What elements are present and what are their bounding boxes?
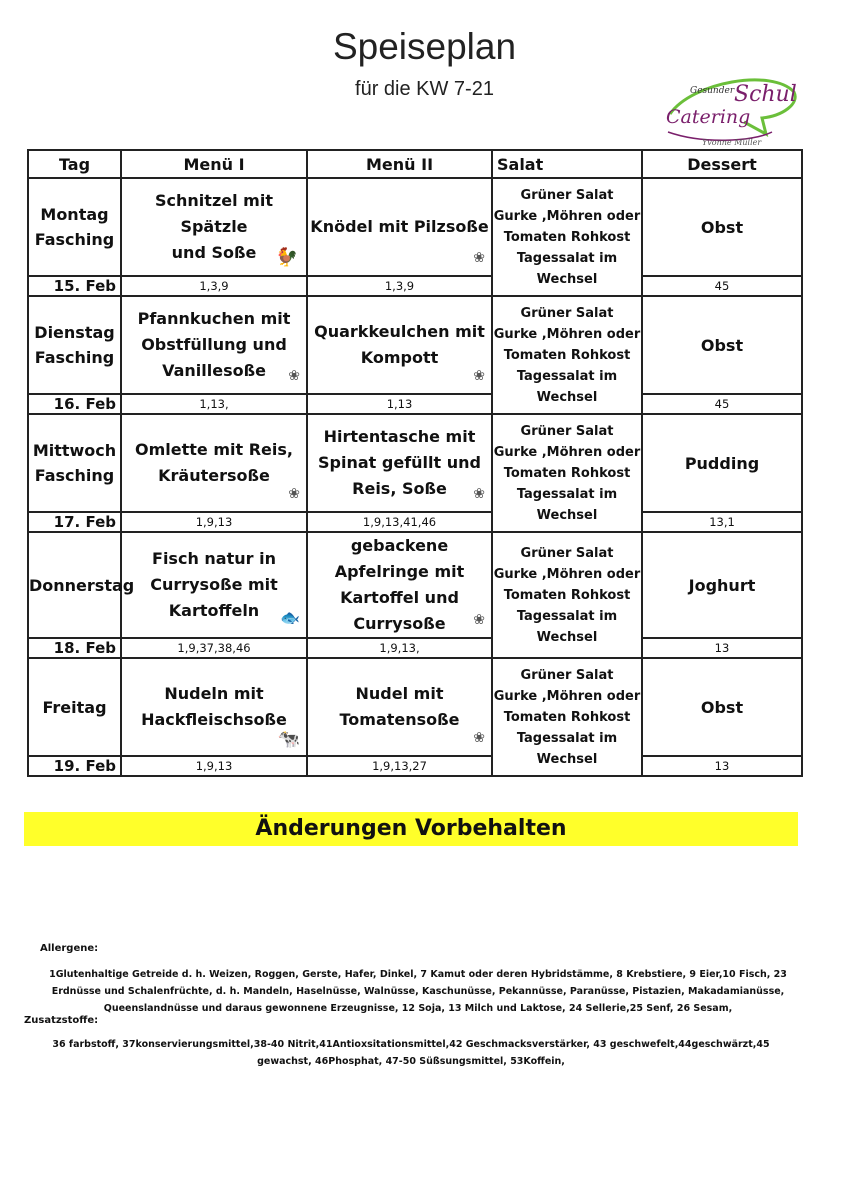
menu-1-dish (121, 414, 307, 512)
day-cell (28, 532, 135, 638)
dessert-cell: Pudding (642, 414, 802, 512)
codes-row (28, 276, 802, 296)
menu-2-dish (307, 178, 492, 276)
salad-line: Tagessalat im (516, 486, 618, 502)
allergens-heading: Allergene: (40, 943, 99, 954)
dish-line: Currysoße mit (150, 575, 278, 594)
salad-cell (492, 296, 642, 414)
salad-line: Wechsel (536, 629, 598, 645)
day-name: Donnerstag (29, 575, 135, 595)
logo-line-2: Schul (734, 82, 797, 107)
date-cell: 18. Feb (28, 638, 121, 658)
cow-icon: 🐄 (277, 729, 300, 750)
menu-2-dish (307, 414, 492, 512)
codes-row (28, 638, 802, 658)
codes-row (28, 756, 802, 776)
dish-line: gebackene (350, 536, 449, 555)
dish-line: Kompott (360, 348, 439, 367)
day-cell (28, 414, 121, 512)
dish-line: Tomatensoße (339, 710, 460, 729)
salad-cell (492, 658, 642, 776)
day-name: Montag (40, 205, 109, 224)
codes-row (28, 512, 802, 532)
salad-line: Grüner Salat (520, 305, 614, 321)
dish-line: Apfelringe mit (334, 562, 465, 581)
menu-2-codes: 1,9,13,27 (307, 756, 492, 776)
menu-1-dish (121, 532, 307, 638)
table-header-row (28, 150, 802, 178)
logo-line-1: Gesunder (690, 86, 735, 96)
dessert-codes: 45 (642, 394, 802, 414)
table-row (28, 532, 802, 638)
salad-line: Tagessalat im (516, 608, 618, 624)
dessert-cell: Obst (642, 178, 802, 276)
dish-line: Reis, Soße (352, 479, 447, 498)
page-subtitle: für die KW 7-21 (355, 78, 494, 100)
salad-line: Gurke ,Möhren oder (493, 688, 641, 704)
salad-line: Grüner Salat (520, 545, 614, 561)
salad-line: Wechsel (536, 507, 598, 523)
salad-line: Wechsel (536, 389, 598, 405)
radish-icon: ❀ (473, 486, 485, 502)
table-row (28, 658, 802, 756)
salad-cell (492, 532, 642, 658)
menu-1-codes: 1,13, (121, 394, 307, 414)
table-row (28, 414, 802, 512)
menu-1-dish (121, 178, 307, 276)
day-name: Dienstag (34, 323, 115, 342)
dessert-codes: 13 (642, 638, 802, 658)
menu-1-codes: 1,9,37,38,46 (121, 638, 307, 658)
radish-icon: ❀ (288, 486, 300, 502)
radish-icon: ❀ (288, 368, 300, 384)
date-cell: 16. Feb (28, 394, 121, 414)
menu-2-dish (307, 658, 492, 756)
logo-line-4: Yvonne Müller (702, 138, 762, 147)
hen-icon: 🐓 (275, 247, 298, 268)
day-cell (28, 178, 121, 276)
dish-line: Kartoffeln (168, 601, 260, 620)
catering-logo (662, 72, 802, 154)
salad-line: Tomaten Rohkost (503, 229, 631, 245)
menu-1-codes: 1,9,13 (121, 512, 307, 532)
changes-reserved-banner: Änderungen Vorbehalten (24, 812, 798, 846)
menu-2-dish (307, 532, 492, 638)
dish-line: Nudel mit (355, 684, 444, 703)
date-cell: 15. Feb (28, 276, 121, 296)
menu-2-codes: 1,9,13,41,46 (307, 512, 492, 532)
salad-line: Grüner Salat (520, 187, 614, 203)
table-row (28, 296, 802, 394)
salad-line: Tomaten Rohkost (503, 709, 631, 725)
salad-line: Tagessalat im (516, 250, 618, 266)
dish-line: Omlette mit Reis, (135, 440, 293, 459)
salad-line: Tagessalat im (516, 368, 618, 384)
dish-line: und Soße (171, 243, 257, 262)
dish-line: Nudeln mit (164, 684, 264, 703)
salad-line: Gurke ,Möhren oder (493, 566, 641, 582)
table-row (28, 178, 802, 276)
day-cell (28, 658, 121, 756)
salad-cell (492, 414, 642, 532)
salad-line: Tagessalat im (516, 730, 618, 746)
menu-1-codes: 1,9,13 (121, 756, 307, 776)
day-name: Mittwoch (32, 441, 117, 460)
dish-line: Kartoffel und (340, 588, 459, 607)
header-menu-2: Menü II (307, 150, 492, 178)
dessert-cell: Obst (642, 296, 802, 394)
day-name: Freitag (42, 697, 107, 717)
dish-line: Quarkkeulchen mit (314, 322, 485, 341)
header-tag: Tag (28, 150, 121, 178)
menu-1-dish (121, 296, 307, 394)
dish-line: Fisch natur in (152, 549, 276, 568)
salad-line: Tomaten Rohkost (503, 587, 631, 603)
dessert-cell: Joghurt (642, 532, 802, 638)
dessert-codes: 45 (642, 276, 802, 296)
salad-line: Grüner Salat (520, 423, 614, 439)
header-dessert: Dessert (642, 150, 802, 178)
day-note: Fasching (34, 348, 115, 367)
salad-line: Wechsel (536, 271, 598, 287)
dessert-codes: 13,1 (642, 512, 802, 532)
dessert-codes: 13 (642, 756, 802, 776)
allergens-text: 1Glutenhaltige Getreide d. h. Weizen, Roggen, Gerste, Hafer, Dinkel, 7 Kamut oder deren Hybridstämme, 8 Krebstiere, 9 Eier,10 Fisch, 23 Erdnüsse und Schalenfrüchte, d. h. Mandeln, Haselnüsse, Walnüsse, Kaschunüsse, Pekannüsse, Paranüsse, Pistazien, Makadamianüsse, Queenslandnüsse und daraus gewonnene Erzeugnisse, 12 Soja, 13 Milch und Laktose, 24 Sellerie,25 Senf, 26 Sesam, (49, 969, 787, 1014)
dish-line: Spinat gefüllt und (318, 453, 481, 472)
header-menu-1: Menü I (121, 150, 307, 178)
dish-line: Pfannkuchen mit (137, 309, 291, 328)
salad-line: Grüner Salat (520, 667, 614, 683)
fish-icon: 🐟 (280, 608, 300, 627)
menu-1-dish (121, 658, 307, 756)
menu-1-codes: 1,3,9 (121, 276, 307, 296)
additives-text: 36 farbstoff, 37konservierungsmittel,38-40 Nitrit,41Antioxsitationsmittel,42 Geschmacksverstärker, 43 geschwefelt,44geschwärzt,45 gewachst, 46Phosphat, 47-50 Süßsungsmittel, 53Koffein, (52, 1039, 770, 1067)
menu-2-codes: 1,13 (307, 394, 492, 414)
radish-icon: ❀ (473, 612, 485, 628)
salad-line: Tomaten Rohkost (503, 465, 631, 481)
header-salat: Salat (492, 150, 642, 178)
day-note: Fasching (34, 230, 115, 249)
radish-icon: ❀ (473, 250, 485, 266)
date-cell: 19. Feb (28, 756, 121, 776)
salad-line: Gurke ,Möhren oder (493, 208, 641, 224)
day-cell (28, 296, 121, 394)
dish-line: Currysoße (353, 614, 446, 633)
menu-2-codes: 1,3,9 (307, 276, 492, 296)
salad-line: Tomaten Rohkost (503, 347, 631, 363)
salad-line: Wechsel (536, 751, 598, 767)
page-title: Speiseplan (332, 26, 517, 67)
dessert-cell: Obst (642, 658, 802, 756)
additives-heading: Zusatzstoffe: (24, 1015, 99, 1026)
menu-table (27, 149, 803, 777)
menu-2-dish (307, 296, 492, 394)
salad-line: Gurke ,Möhren oder (493, 444, 641, 460)
salad-line: Gurke ,Möhren oder (493, 326, 641, 342)
dish-line: Knödel mit Pilzsoße (310, 217, 489, 236)
day-note: Fasching (34, 466, 115, 485)
radish-icon: ❀ (473, 730, 485, 746)
menu-2-codes: 1,9,13, (307, 638, 492, 658)
radish-icon: ❀ (473, 368, 485, 384)
dish-line: Schnitzel mit Spätzle (155, 191, 273, 236)
date-cell: 17. Feb (28, 512, 121, 532)
dish-line: Vanillesoße (162, 361, 266, 380)
dish-line: Hirtentasche mit (323, 427, 476, 446)
logo-line-3: Catering (666, 106, 751, 128)
dish-line: Obstfüllung und (141, 335, 287, 354)
dish-line: Kräutersoße (158, 466, 270, 485)
dish-line: Hackfleischsoße (141, 710, 287, 729)
codes-row (28, 394, 802, 414)
salad-cell (492, 178, 642, 296)
